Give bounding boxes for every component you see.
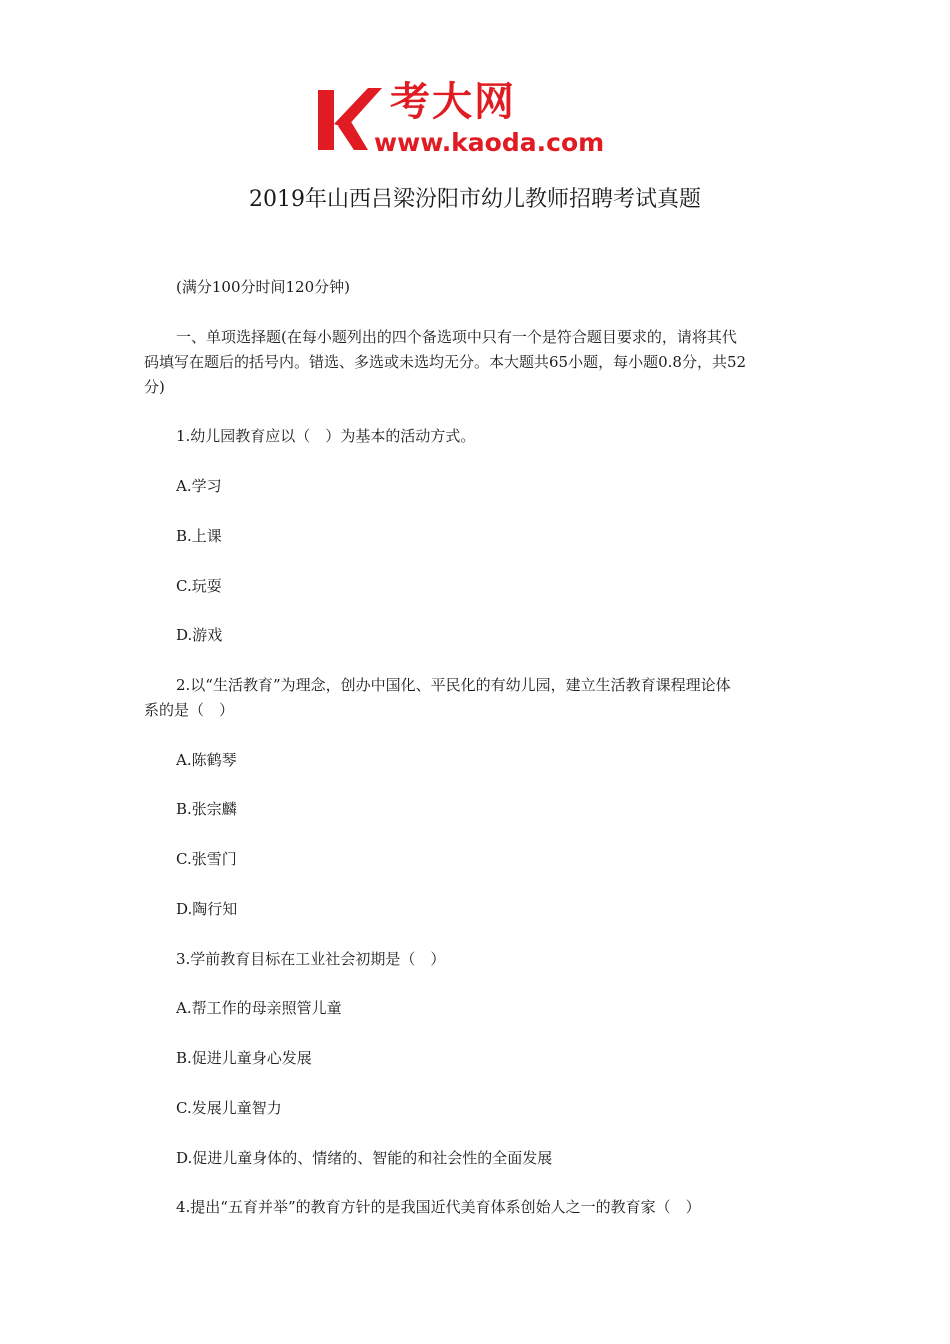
page-title: 2019年山西吕梁汾阳市幼儿教师招聘考试真题 (249, 187, 701, 212)
q3-option-c: C.发展儿童智力 (176, 1099, 282, 1117)
q1-option-a: A.学习 (176, 477, 222, 495)
question-2-cont: 系的是（ ） (144, 701, 235, 719)
section-heading-cont: 码填写在题后的括号内。错选、多选或未选均无分。本大题共65小题，每小题0.8分，共52 (144, 353, 747, 371)
section-heading: 一、单项选择题(在每小题列出的四个备选项中只有一个是符合题目要求的，请将其代 (176, 328, 737, 346)
q2-option-c: C.张雪门 (176, 850, 237, 868)
q1-option-d: D.游戏 (176, 626, 223, 644)
q3-option-b: B.促进儿童身心发展 (176, 1049, 312, 1067)
q2-option-d: D.陶行知 (176, 900, 238, 918)
logo-brand-text: 考大网 (390, 79, 516, 125)
q1-option-b: B.上课 (176, 527, 222, 545)
exam-info: (满分100分时间120分钟) (176, 278, 350, 296)
question-3: 3.学前教育目标在工业社会初期是（ ） (176, 950, 446, 968)
logo-url-text: www.kaoda.com (374, 128, 605, 157)
logo-k-icon (316, 84, 382, 156)
q1-option-c: C.玩耍 (176, 577, 222, 595)
kaoda-logo[interactable] (316, 80, 646, 162)
question-4: 4.提出“五育并举”的教育方针的是我国近代美育体系创始人之一的教育家（ ） (176, 1198, 701, 1216)
q2-option-a: A.陈鹤琴 (176, 751, 237, 769)
q3-option-a: A.帮工作的母亲照管儿童 (176, 999, 342, 1017)
section-heading-cont: 分) (144, 378, 165, 396)
question-2: 2.以“生活教育”为理念，创办中国化、平民化的有幼儿园，建立生活教育课程理论体 (176, 676, 731, 694)
q3-option-d: D.促进儿童身体的、情绪的、智能的和社会性的全面发展 (176, 1149, 553, 1167)
q2-option-b: B.张宗麟 (176, 800, 237, 818)
question-1: 1.幼儿园教育应以（ ）为基本的活动方式。 (176, 427, 476, 445)
